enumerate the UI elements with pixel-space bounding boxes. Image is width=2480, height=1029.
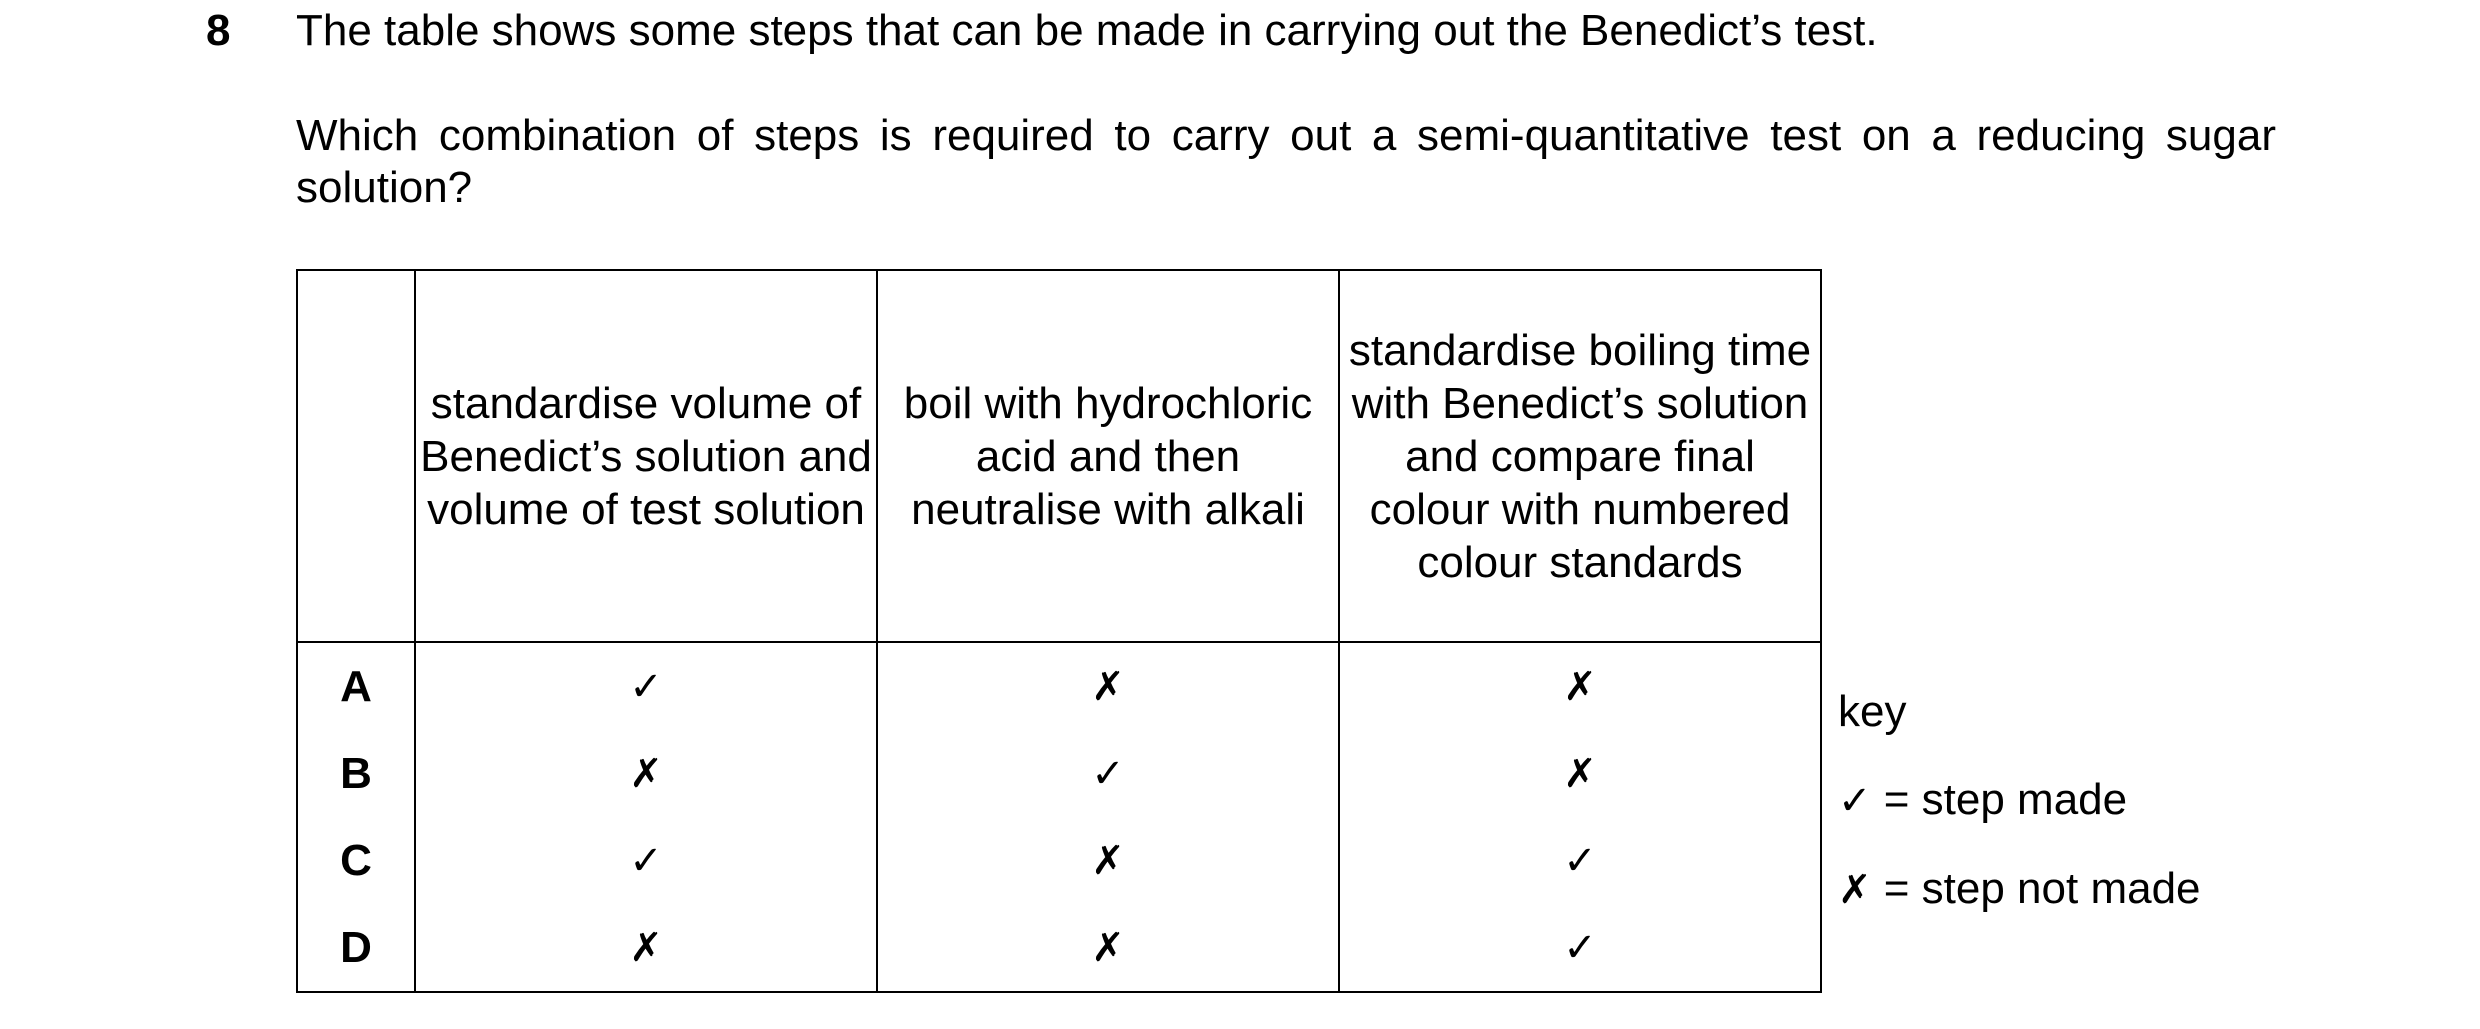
cell-a-2: ✗ (877, 642, 1339, 730)
table-row (297, 730, 1821, 817)
steps-table (296, 269, 1822, 993)
cell-d-1: ✗ (415, 904, 877, 992)
table-row (297, 817, 1821, 904)
key-made-text: = step made (1871, 775, 2128, 824)
key-legend (1838, 668, 2201, 934)
row-label-a: A (297, 642, 415, 730)
table-row (297, 904, 1821, 992)
row-label-b: B (297, 730, 415, 817)
question-number: 8 (206, 6, 231, 55)
table-header-row (297, 270, 1821, 642)
cell-b-1: ✗ (415, 730, 877, 817)
row-label-c: C (297, 817, 415, 904)
cell-c-2: ✗ (877, 817, 1339, 904)
cross-icon: ✗ (1838, 867, 1872, 913)
cell-b-3: ✗ (1339, 730, 1821, 817)
cell-d-2: ✗ (877, 904, 1339, 992)
cell-d-3: ✓ (1339, 904, 1821, 992)
key-not-made-text: = step not made (1871, 864, 2201, 913)
key-made-row (1838, 756, 2201, 845)
header-boil-with-acid: boil with hydrochloric acid and then neutralise with alkali (877, 270, 1339, 642)
check-icon: ✓ (1838, 778, 1872, 824)
header-standardise-boiling-time: standardise boiling time with Benedict’s solution and compare final colour with numbered colour standards (1339, 270, 1821, 642)
cell-c-1: ✓ (415, 817, 877, 904)
cell-c-3: ✓ (1339, 817, 1821, 904)
row-label-d: D (297, 904, 415, 992)
question-prompt: Which combination of steps is required to carry out a semi-quantitative test on a reducing sugar solution? (296, 111, 2276, 212)
key-title: key (1838, 687, 1907, 736)
cell-a-1: ✓ (415, 642, 877, 730)
table-row (297, 642, 1821, 730)
cell-a-3: ✗ (1339, 642, 1821, 730)
question-stem: The table shows some steps that can be made in carrying out the Benedict’s test. (296, 6, 1878, 55)
header-corner (297, 270, 415, 642)
cell-b-2: ✓ (877, 730, 1339, 817)
header-standardise-volume: standardise volume of Benedict’s solution and volume of test solution (415, 270, 877, 642)
key-not-made-row (1838, 845, 2201, 934)
